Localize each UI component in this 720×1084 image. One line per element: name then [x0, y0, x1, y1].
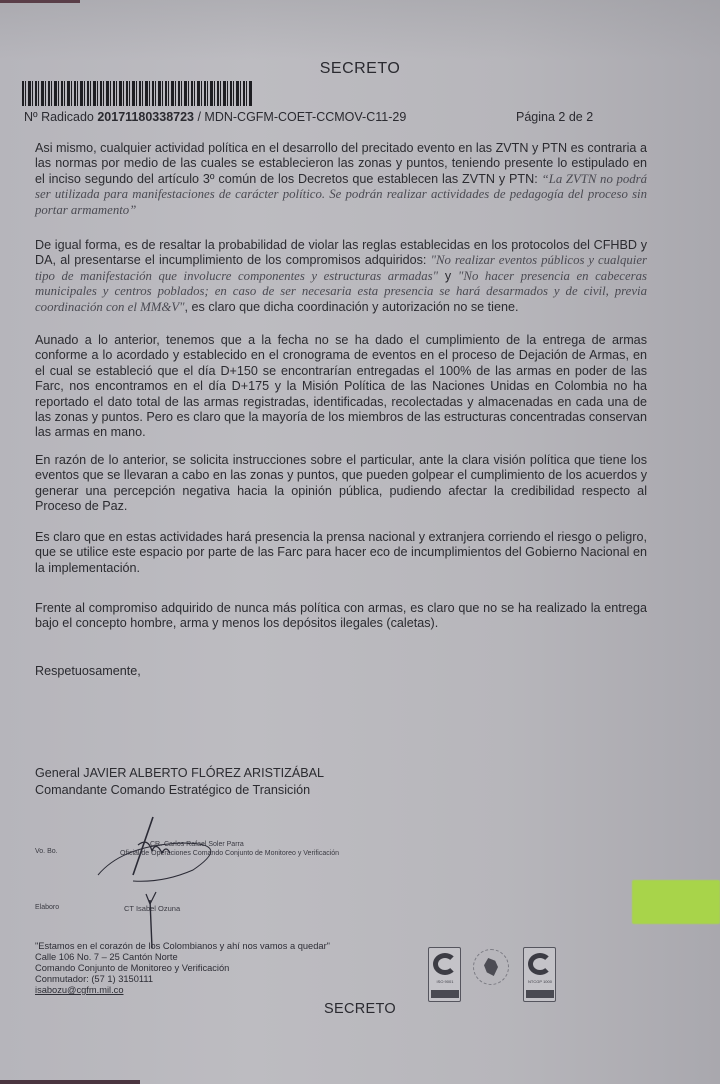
- footer-email-link[interactable]: isabozu@cgfm.mil.co: [35, 985, 124, 995]
- paragraph-3: Aunado a lo anterior, tenemos que a la fecha no se ha dado el cumplimiento de la entrega de armas conforme a lo acordado y establecido en el cronograma de eventos en el proceso de Dejación de Armas, en el cual se estableció que el día D+150 se encontrarían entregadas el 100% de las armas en poder de las Farc, nos encontramos en el día D+175 y la Misión Política de las Naciones Unidas en Colombia no ha reportado el dato total de las armas registradas, identificadas, recolectadas y almacenadas en cada una de las zonas y puntos. Pero es claro que la mayoría de los miembros de las estructuras concentradas conservan las armas en mano.: [35, 333, 647, 440]
- paragraph-4: En razón de lo anterior, se solicita instrucciones sobre el particular, ante la clara visión política que tiene los eventos que se llevaran a cabo en las zonas y puntos, que pueden golpear el cumplimiento de los acuerdos y generar una percepción negativa hacia la opinión pública, pudiendo afectar la credibilidad respecto al Proceso de Paz.: [35, 453, 647, 514]
- elaboro-name: CT Isabel Ozuna: [124, 904, 181, 913]
- barcode: [22, 81, 252, 106]
- paragraph-2-end: , es claro que dicha coordinación y autorización no se tiene.: [184, 299, 519, 314]
- classification-footer: SECRETO: [324, 1001, 396, 1017]
- footer-phone: Conmutador: (57 1) 3150111: [35, 974, 154, 984]
- page-indicator: Página 2 de 2: [516, 110, 594, 124]
- vobo-role: Oficial de Operaciones Comando Conjunto de Monitoreo y Verificación: [120, 850, 340, 857]
- certification-logos: [425, 945, 560, 1005]
- colombia-seal-logo: [473, 949, 509, 985]
- signer-title: Comandante Comando Estratégico de Transición: [35, 783, 311, 797]
- sticky-note-tab: [632, 880, 720, 924]
- ntcgp-certification-logo: NTCGP 1000: [523, 947, 556, 1002]
- signature-block: [35, 765, 324, 799]
- paragraph-2: [35, 238, 647, 315]
- vobo-name: CR. Carlos Rafael Soler Parra: [150, 841, 244, 848]
- photo-edge: [0, 0, 80, 3]
- paragraph-2-quote-1: "No realizar eventos públicos y cualquier tipo de manifestación que involucre componentes y estructuras armadas": [35, 253, 647, 283]
- radicado-number: 20171180338723: [97, 110, 194, 124]
- handwritten-signature: [93, 815, 223, 885]
- icontec-icon: [433, 953, 457, 975]
- footer-address: Calle 106 No. 7 – 25 Cantón Norte: [35, 952, 178, 962]
- colombia-map-icon: [484, 958, 498, 976]
- radicado-suffix: / MDN-CGFM-COET-CCMOV-C11-29: [194, 110, 407, 124]
- elaboro-label: Elaboro: [35, 904, 60, 911]
- icontec-icon: [528, 953, 552, 975]
- paragraph-2-mid: y: [437, 268, 459, 283]
- iso-certification-logo: ISO 9001: [428, 947, 461, 1002]
- footer-motto: "Estamos en el corazón de los Colombianos y ahí nos vamos a quedar": [35, 941, 330, 951]
- closing-regards: Respetuosamente,: [35, 664, 141, 678]
- paragraph-2-quote-2: "No hacer presencia en cabeceras municipales y centros poblados; en caso de ser necesaria esta presencia se hará desarmados y de civil, previa coordinación con el MM&V": [35, 268, 648, 314]
- photo-edge-bottom: [0, 1080, 140, 1084]
- paragraph-1-quote: “La ZVTN no podrá ser utilizada para manifestaciones de carácter político. Se podrán realizar actividades de pedagogía del proceso sin portar armamento”: [35, 171, 648, 217]
- paragraph-1: [35, 141, 647, 218]
- photo-shadow: [0, 0, 720, 60]
- footer-unit: Comando Conjunto de Monitoreo y Verificación: [35, 963, 230, 973]
- classification-header: SECRETO: [319, 60, 401, 77]
- paragraph-2-text: De igual forma, es de resaltar la probabilidad de violar las reglas establecidas en los protocolos del CFHBD y DA, al presentarse el incumplimiento de los compromisos adquiridos:: [35, 238, 647, 268]
- vobo-label: Vo. Bo.: [35, 848, 58, 855]
- signer-name: General JAVIER ALBERTO FLÓREZ ARISTIZÁBAL: [35, 766, 325, 780]
- paragraph-5: Es claro que en estas actividades hará presencia la prensa nacional y extranjera corriendo el riesgo o peligro, que se utilice este espacio por parte de las Farc para hacer eco de incumplimientos del Gobierno Nacional en la implementación.: [35, 530, 647, 575]
- paragraph-1-text: Asi mismo, cualquier actividad política en el desarrollo del precitado evento en las ZVTN y PTN es contraria a las normas por medio de las cuales se establecieron las zonas y puntos, teniendo presente lo estipulado en el inciso segundo del artículo 3º común de los Decretos que establecen las ZVTN y PTN:: [35, 141, 647, 186]
- paragraph-6: Frente al compromiso adquirido de nunca más política con armas, es claro que no se ha realizado la entrega bajo el concepto hombre, arma y menos los depósitos ilegales (caletas).: [35, 601, 647, 631]
- radicado-label: Nº Radicado: [24, 110, 98, 124]
- radicado-line: [24, 110, 406, 124]
- footer-contact: [35, 941, 330, 996]
